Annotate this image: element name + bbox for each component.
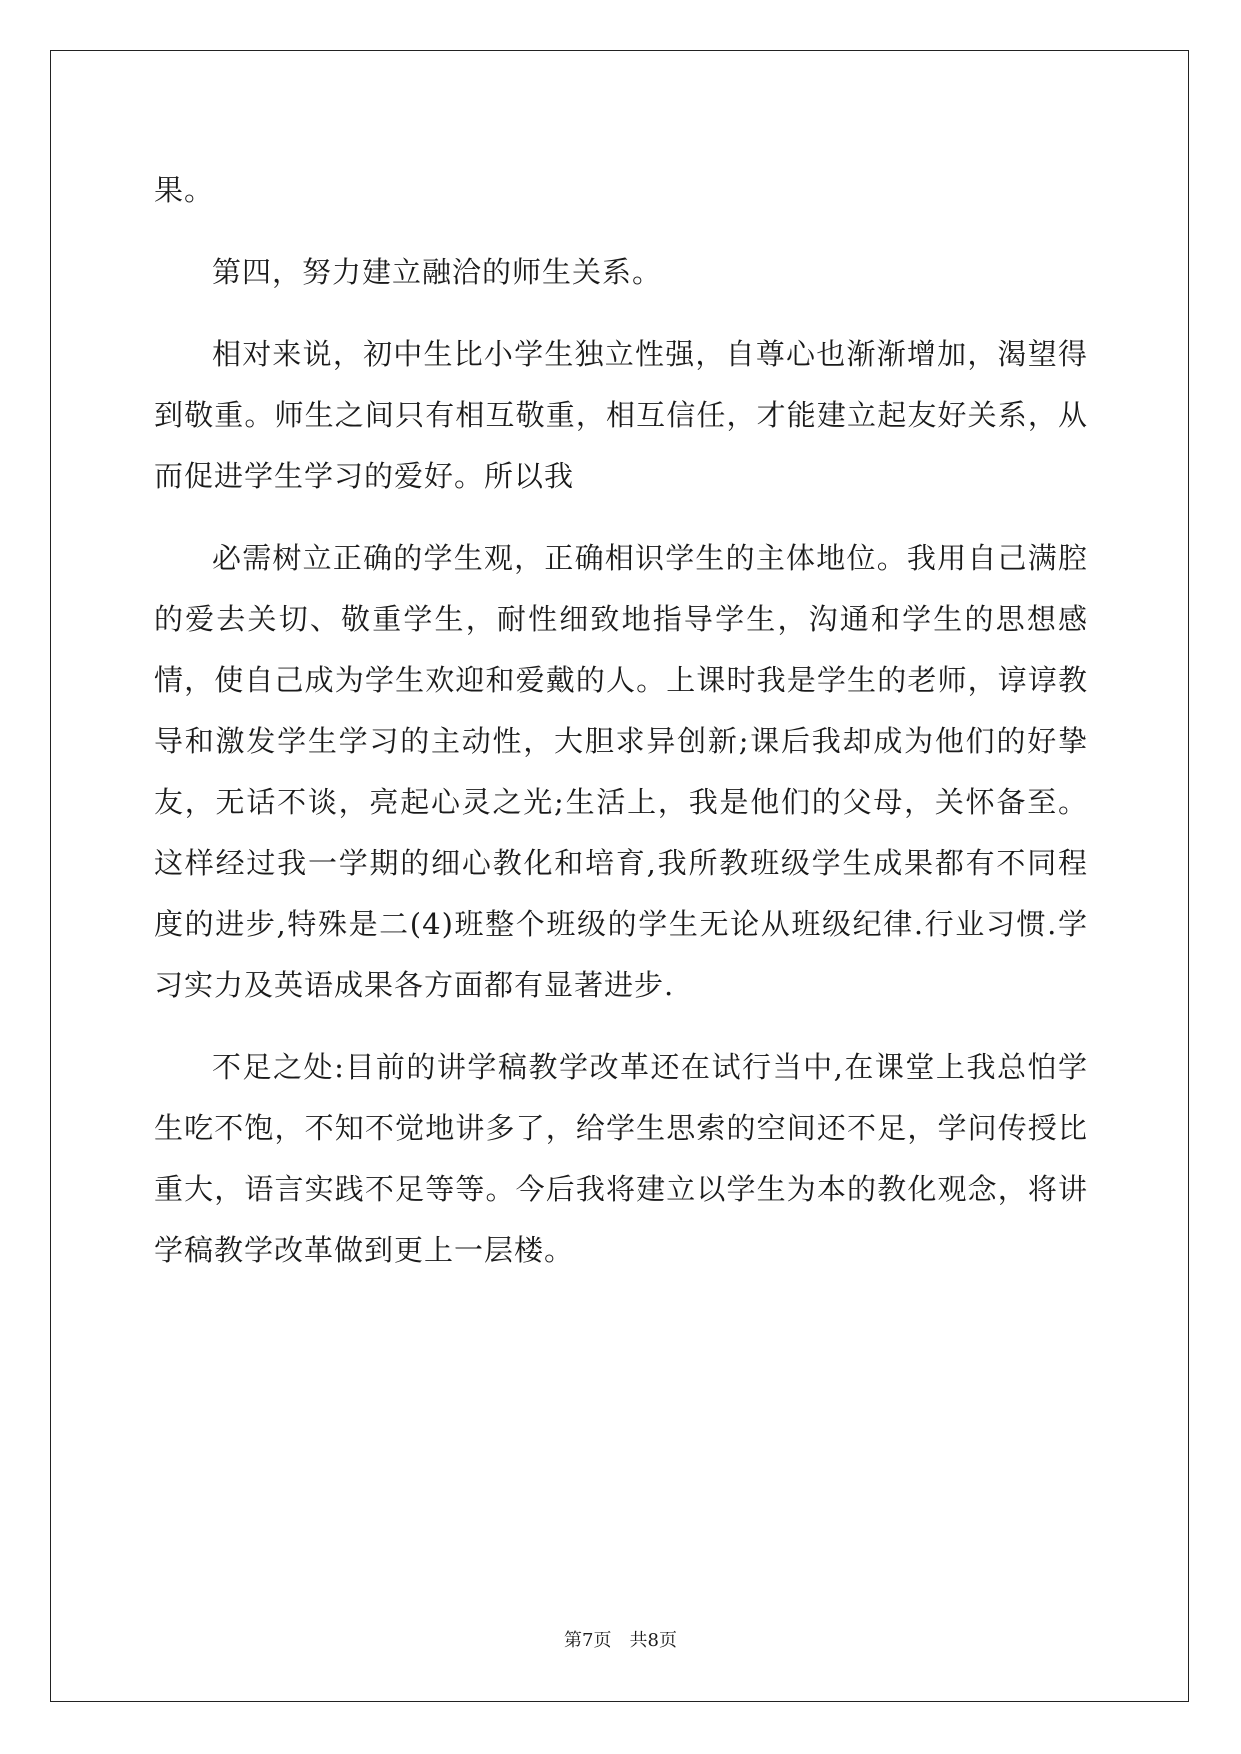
paragraph: 果。 [154, 173, 215, 207]
paragraph: 第四，努力建立融洽的师生关系。 [212, 255, 663, 289]
paragraph: 不足之处:目前的讲学稿教学改革还在试行当中,在课堂上我总怕学生吃不饱，不知不觉地讲多了，给学生思索的空间还不足，学问传授比重大，语言实践不足等等。今后我将建立以学生为本的教化观念，将讲学稿教学改革做到更上一层楼。 [154, 1050, 1088, 1267]
page-footer: 第7页 共8页 [564, 1630, 677, 1651]
paragraph: 相对来说，初中生比小学生独立性强，自尊心也渐渐增加，渴望得到敬重。师生之间只有相互敬重，相互信任，才能建立起友好关系，从而促进学生学习的爱好。所以我 [154, 337, 1088, 493]
paragraph: 必需树立正确的学生观，正确相识学生的主体地位。我用自己满腔的爱去关切、敬重学生，耐性细致地指导学生，沟通和学生的思想感情，使自己成为学生欢迎和爱戴的人。上课时我是学生的老师，谆谆教导和激发学生学习的主动性，大胆求异创新;课后我却成为他们的好挚友，无话不谈，亮起心灵之光;生活上，我是他们的父母，关怀备至。这样经过我一学期的细心教化和培育,我所教班级学生成果都有不同程度的进步,特殊是二(4)班整个班级的学生无论从班级纪律.行业习惯.学习实力及英语成果各方面都有显著进步. [154, 541, 1088, 1002]
document-body [154, 160, 1088, 1302]
